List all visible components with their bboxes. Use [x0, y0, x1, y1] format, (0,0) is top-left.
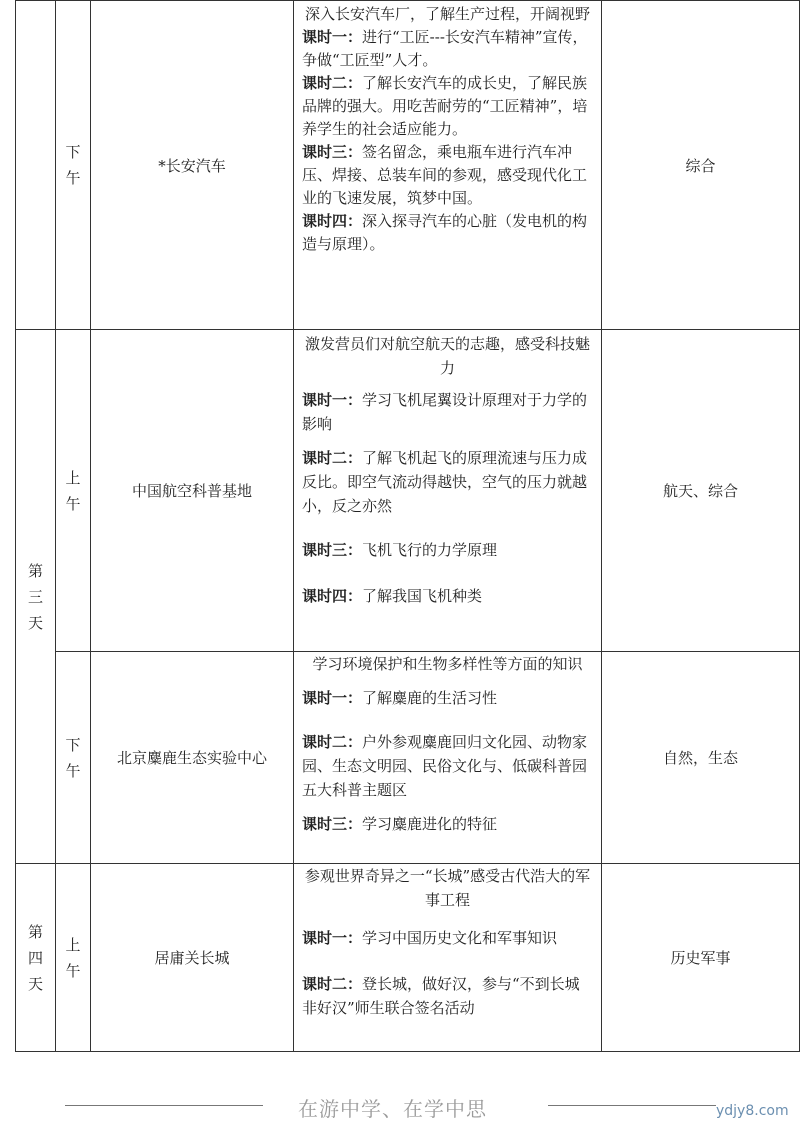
- table-row: [16, 652, 800, 864]
- time-cell: 上午: [56, 864, 91, 1052]
- day-cell: 第四天: [16, 864, 56, 1052]
- intro-text: 学习环境保护和生物多样性等方面的知识: [312, 655, 583, 673]
- lesson-item: 课时一：学习中国历史文化和军事知识: [302, 929, 558, 947]
- day-cell: 第三天: [16, 330, 56, 864]
- time-cell: 下午: [56, 652, 91, 864]
- day-cell-empty: [16, 1, 56, 330]
- content-cell: [294, 652, 602, 864]
- place-cell: 居庸关长城: [91, 864, 294, 1052]
- category-cell: 综合: [602, 1, 800, 330]
- time-cell: 下午: [56, 1, 91, 330]
- schedule-table: [15, 0, 800, 1052]
- lesson-item: 课时一：学习飞机尾翼设计原理对于力学的影响: [302, 391, 588, 433]
- intro-text: 激发营员们对航空航天的志趣，感受科技魅力: [304, 335, 590, 377]
- lesson-item: 课时三：飞机飞行的力学原理: [302, 541, 498, 559]
- lesson-item: 课时一：了解麋鹿的生活习性: [302, 689, 498, 707]
- footer-motto: 在游中学、在学中思: [298, 1097, 487, 1121]
- lesson-item: 课时三：学习麋鹿进化的特征: [302, 815, 498, 833]
- lesson-item: 课时二：户外参观麋鹿回归文化园、动物家园、生态文明园、民俗文化与、低碳科普园五大科普主题区: [302, 733, 588, 799]
- lesson-item: 课时二：了解长安汽车的成长史，了解民族品牌的强大。用吃苦耐劳的“工匠精神”，培养学生的社会适应能力。: [302, 74, 588, 138]
- category-cell: 自然，生态: [602, 652, 800, 864]
- table-row: [16, 1, 800, 330]
- lesson-item: 课时二：登长城，做好汉，参与“不到长城非好汉”师生联合签名活动: [302, 975, 580, 1017]
- footer-divider-left: [65, 1105, 263, 1106]
- category-cell: 历史军事: [602, 864, 800, 1052]
- intro-text: 参观世界奇异之一“长城”感受古代浩大的军事工程: [304, 867, 591, 909]
- time-cell: 上午: [56, 330, 91, 652]
- place-cell: 中国航空科普基地: [91, 330, 294, 652]
- lesson-item: 课时一：进行“工匠---长安汽车精神”宣传，争做“工匠型”人才。: [302, 28, 588, 69]
- table-row: [16, 330, 800, 652]
- footer-divider-right: [548, 1105, 716, 1106]
- content-cell: [294, 1, 602, 330]
- lesson-item: 课时三：签名留念，乘电瓶车进行汽车冲压、焊接、总装车间的参观，感受现代化工业的飞速发展，筑梦中国。: [302, 143, 588, 207]
- content-cell: [294, 864, 602, 1052]
- table-row: [16, 864, 800, 1052]
- footer-watermark-url: ydjy8.com: [716, 1103, 789, 1119]
- page-footer: [0, 1093, 800, 1123]
- category-cell: 航天、综合: [602, 330, 800, 652]
- intro-text: 深入长安汽车厂，了解生产过程，开阔视野: [304, 5, 590, 23]
- lesson-item: 课时四：深入探寻汽车的心脏（发电机的构造与原理）。: [302, 212, 588, 253]
- lesson-item: 课时二：了解飞机起飞的原理流速与压力成反比。即空气流动得越快，空气的压力就越小，反之亦然: [302, 449, 588, 515]
- content-cell: [294, 330, 602, 652]
- lesson-item: 课时四：了解我国飞机种类: [302, 587, 483, 605]
- place-cell: *长安汽车: [91, 1, 294, 330]
- place-cell: 北京麋鹿生态实验中心: [91, 652, 294, 864]
